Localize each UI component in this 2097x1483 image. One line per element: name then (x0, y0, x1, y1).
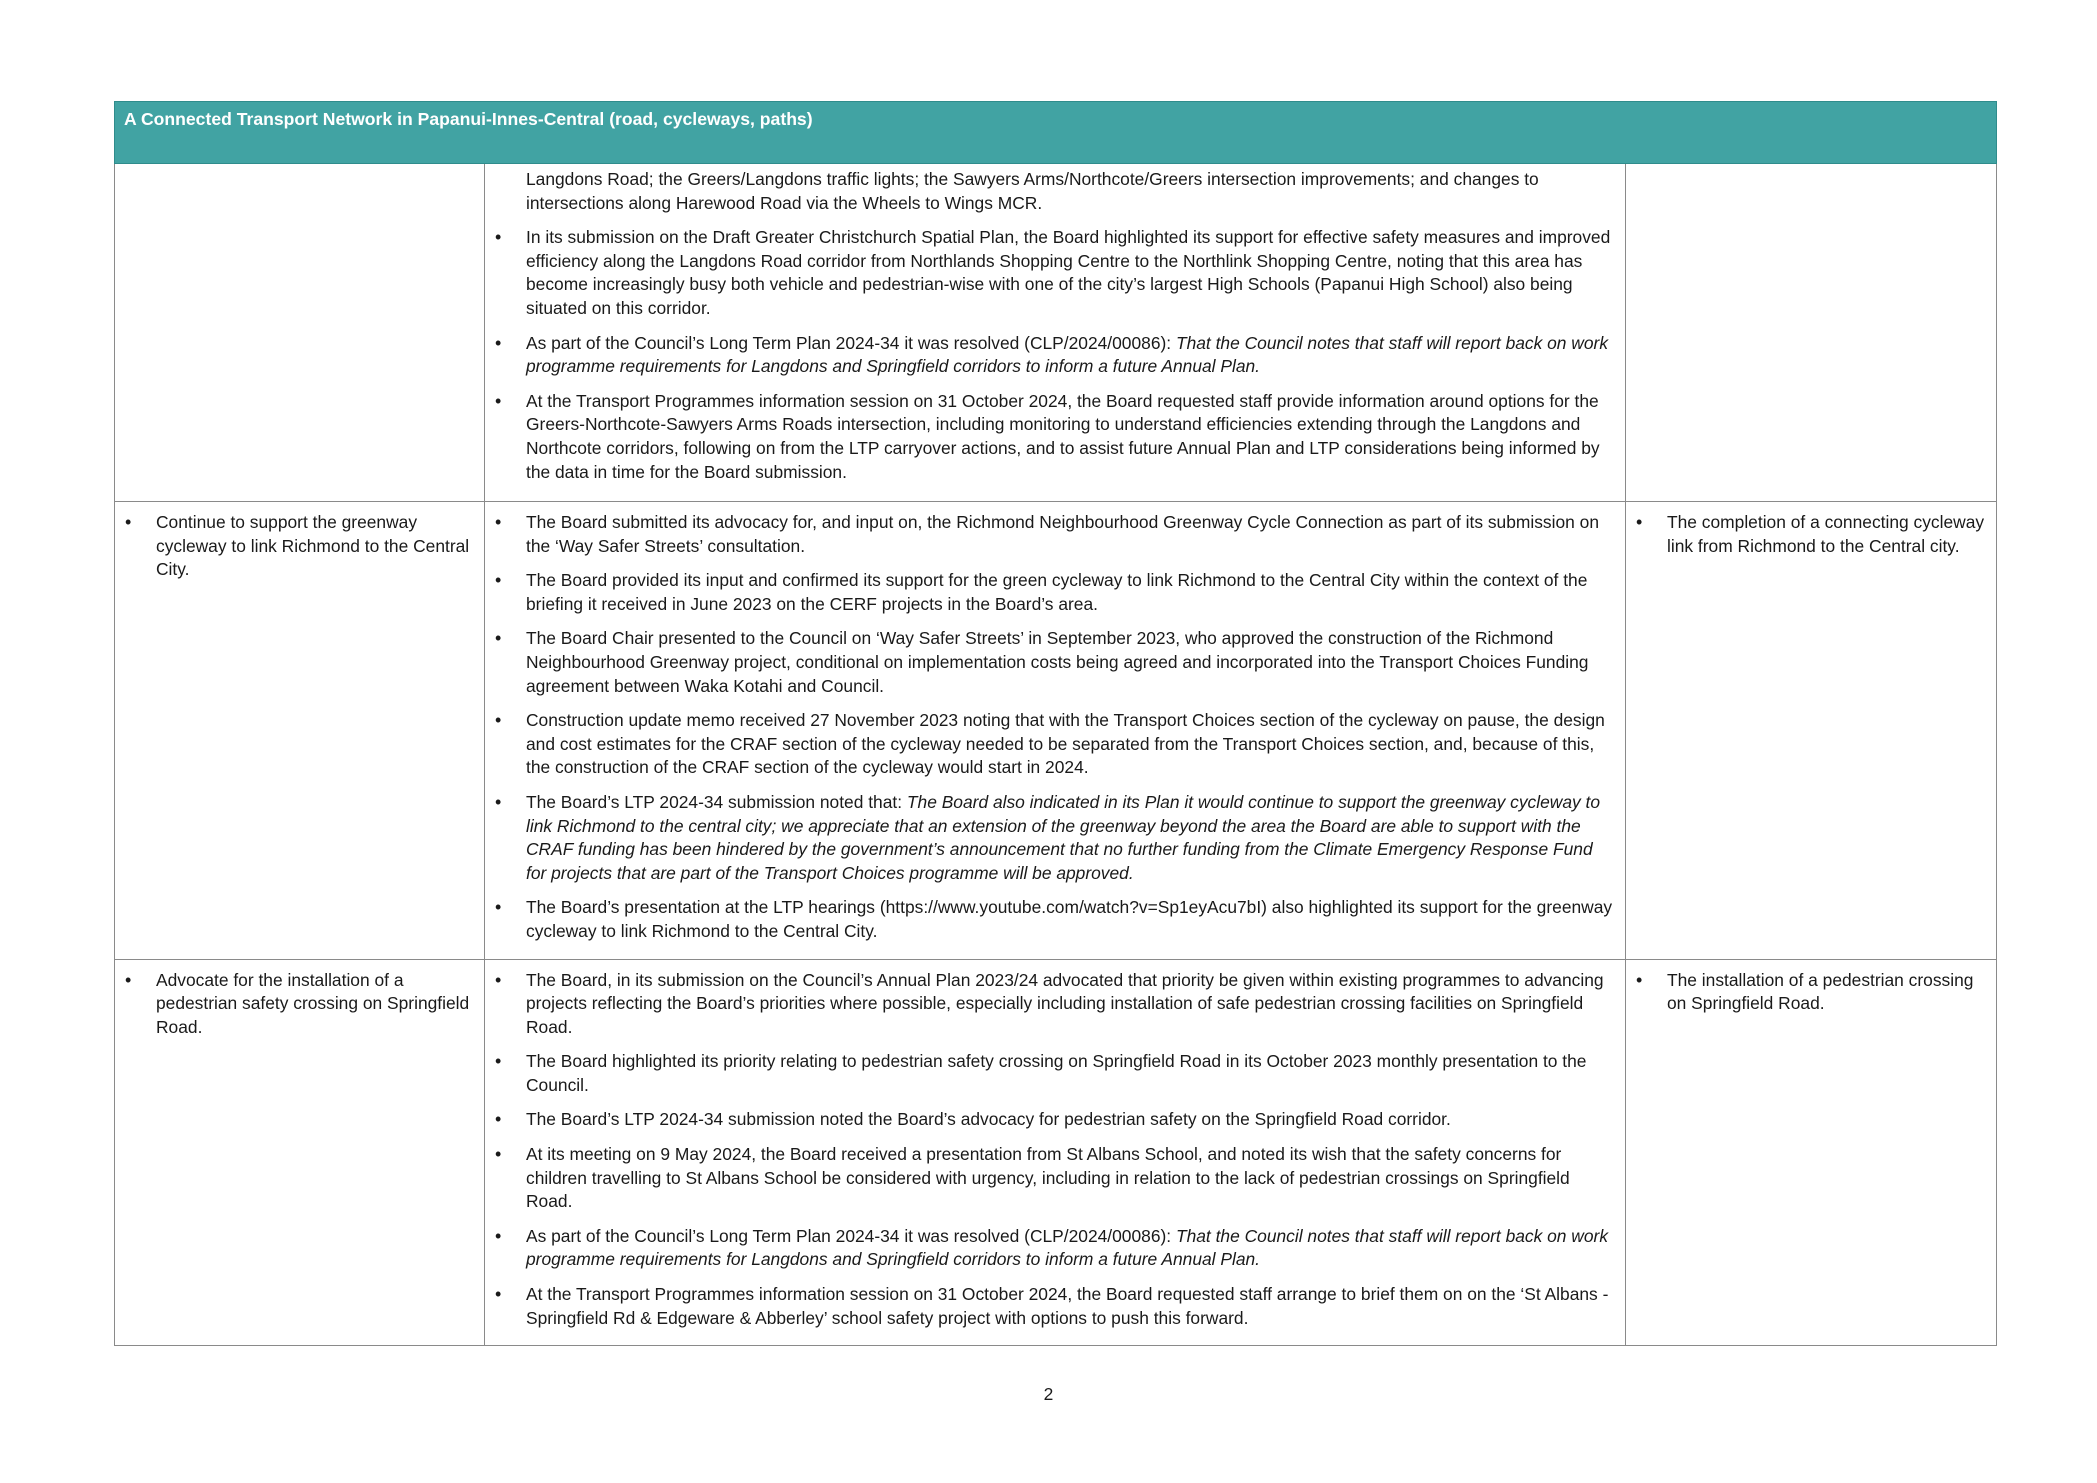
action-text: At the Transport Programmes information session on 31 October 2024, the Board requested staff arrange to brief them on on the ‘St Albans - Springfield Rd & Edgeware & Abberley’ school safety project with options to push this forward. (526, 1284, 1609, 1328)
action-text: The Board highlighted its priority relating to pedestrian safety crossing on Springfield Road in its October 2023 monthly presentation to the Council. (526, 1051, 1587, 1095)
aim-text: Continue to support the greenway cycleway to link Richmond to the Central City. (156, 512, 470, 580)
outcome-cell (1626, 502, 1997, 960)
action-text: The Board, in its submission on the Council’s Annual Plan 2023/24 advocated that priority be given within existing programmes to advancing projects reflecting the Board’s priorities where possible, especially including installation of safe pedestrian crossing facilities on Springfield Road. (526, 969, 1604, 1037)
list-item (495, 896, 1615, 943)
list-item (495, 390, 1615, 484)
table-row (115, 164, 1997, 502)
list-item (495, 569, 1615, 616)
action-text: In its submission on the Draft Greater Christchurch Spatial Plan, the Board highlighted its support for effective safety measures and improved efficiency along the Langdons Road corridor from Northlands Shopping Centre to the Northlink Shopping Centre, noting that this area has become increasingly busy both vehicle and pedestrian-wise with one of the city’s largest High Schools (Papanui High School) also being situated on this corridor. (526, 227, 1611, 318)
action-text: The Board submitted its advocacy for, and input on, the Richmond Neighbourhood Greenway Cycle Connection as part of its submission on the ‘Way Safer Streets’ consultation. (526, 512, 1600, 556)
action-quote: That the Council notes that staff will report back on work programme requirements for Langdons and Springfield corridors to inform a future Annual Plan. (526, 332, 1609, 377)
outcome-text: The installation of a pedestrian crossing on Springfield Road. (1667, 969, 1974, 1014)
list-item (495, 332, 1615, 379)
action-text: The Board Chair presented to the Council on ‘Way Safer Streets’ in September 2023, who approved the construction of the Richmond Neighbourhood Greenway project, conditional on implementation costs being agreed and incorporated into the Transport Choices Funding agreement between Waka Kotahi and Council. (526, 628, 1589, 696)
action-text: As part of the Council’s Long Term Plan 2024-34 it was resolved (CLP/2024/00086): (526, 332, 1176, 353)
list-item (495, 969, 1615, 1040)
action-quote: The Board also indicated in its Plan it would continue to support the greenway cycleway to link Richmond to the central city; we appreciate that an extension of the greenway beyond the area the Board are able to support with the CRAF funding has been hindered by the government’s announcement that no further funding from the Climate Emergency Response Fund for projects that are part of the Transport Choices programme will be approved. (526, 791, 1601, 883)
list-item (495, 1050, 1615, 1097)
list-item (495, 791, 1615, 885)
list-item (495, 511, 1615, 558)
list-item (1636, 969, 1986, 1016)
actions-cell (485, 502, 1626, 960)
actions-cell (485, 959, 1626, 1346)
table-row (115, 959, 1997, 1346)
list-item (495, 1108, 1615, 1132)
list-item (495, 1143, 1615, 1214)
table-row (115, 502, 1997, 960)
list-item (125, 511, 474, 582)
aim-cell (115, 164, 485, 502)
action-text: Construction update memo received 27 November 2023 noting that with the Transport Choices section of the cycleway on pause, the design and cost estimates for the CRAF section of the cycleway needed to be separated from the Transport Choices section, and, because of this, the construction of the CRAF section of the cycleway would start in 2024. (526, 710, 1605, 778)
action-text: Langdons Road; the Greers/Langdons traffic lights; the Sawyers Arms/Northcote/Greers intersection improvements; and changes to intersections along Harewood Road via the Wheels to Wings MCR. (526, 169, 1539, 213)
list-item (495, 627, 1615, 698)
list-item (125, 969, 474, 1040)
outcome-cell (1626, 959, 1997, 1346)
page-number: 2 (1043, 1384, 1054, 1404)
table-header-row (115, 102, 1997, 164)
list-item (1636, 511, 1986, 558)
list-item (495, 709, 1615, 780)
action-text: The Board’s presentation at the LTP hearings (https://www.youtube.com/watch?v=Sp1eyAcu7bI) also highlighted its support for the greenway cycleway to link Richmond to the Central City. (526, 897, 1613, 941)
list-item (495, 1225, 1615, 1272)
action-text: As part of the Council’s Long Term Plan 2024-34 it was resolved (CLP/2024/00086): (526, 1225, 1176, 1246)
action-text: The Board’s LTP 2024-34 submission noted the Board’s advocacy for pedestrian safety on the Springfield Road corridor. (526, 1109, 1451, 1130)
action-text: The Board provided its input and confirmed its support for the green cycleway to link Richmond to the Central City within the context of the briefing it received in June 2023 on the CERF projects in the Board’s area. (526, 570, 1588, 614)
table-header: A Connected Transport Network in Papanui-Innes-Central (road, cycleways, paths) (115, 102, 1997, 164)
action-quote: That the Council notes that staff will report back on work programme requirements for Langdons and Springfield corridors to inform a future Annual Plan. (526, 1225, 1609, 1270)
actions-cell (485, 164, 1626, 502)
list-item (495, 168, 1615, 215)
list-item (495, 1283, 1615, 1330)
outcome-cell (1626, 164, 1997, 502)
action-text: The Board’s LTP 2024-34 submission noted that: (526, 791, 907, 812)
action-text: At its meeting on 9 May 2024, the Board received a presentation from St Albans School, and noted its wish that the safety concerns for children travelling to St Albans School be considered with urgency, including in relation to the lack of pedestrian crossings on Springfield Road. (526, 1144, 1570, 1212)
aim-cell (115, 502, 485, 960)
action-text: At the Transport Programmes information session on 31 October 2024, the Board requested staff provide information around options for the Greers-Northcote-Sawyers Arms Roads intersection, including monitoring to understand efficiencies extending through the Langdons and Northcote corridors, following on from the LTP carryover actions, and to assist future Annual Plan and LTP considerations being informed by the data in time for the Board submission. (526, 390, 1600, 482)
aim-cell (115, 959, 485, 1346)
priorities-table (114, 101, 1997, 1346)
outcome-text: The completion of a connecting cycleway link from Richmond to the Central city. (1667, 512, 1985, 556)
list-item (495, 226, 1615, 320)
aim-text: Advocate for the installation of a pedestrian safety crossing on Springfield Road. (156, 969, 470, 1037)
